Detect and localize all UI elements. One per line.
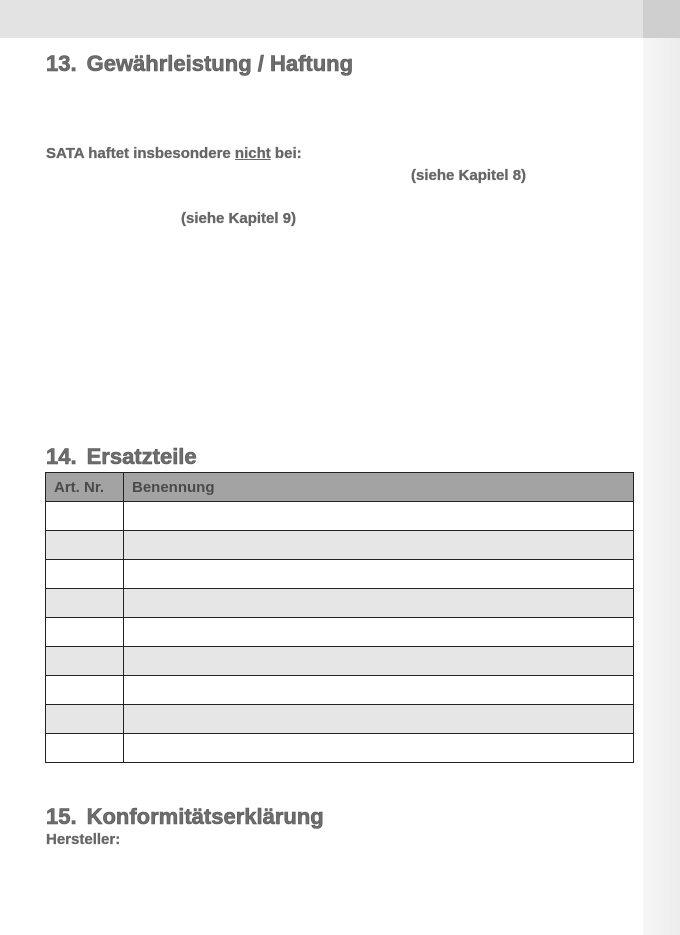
table-row <box>46 502 634 531</box>
table-header-row <box>46 473 634 502</box>
table-row <box>46 618 634 647</box>
page-header-bar <box>0 0 680 38</box>
column-header-article-number: Art. Nr. <box>46 473 124 502</box>
designation-cell <box>124 647 634 676</box>
section-15-title: Konformitätserklärung <box>86 804 324 829</box>
liability-intro-suffix: bei: <box>270 145 302 162</box>
column-header-designation: Benennung <box>124 473 634 502</box>
designation-cell <box>124 502 634 531</box>
manufacturer-label: Hersteller: <box>46 831 121 848</box>
spare-parts-table <box>45 472 634 763</box>
table-row <box>46 589 634 618</box>
designation-cell <box>124 589 634 618</box>
section-14-title: Ersatzteile <box>86 444 197 469</box>
table-row <box>46 647 634 676</box>
designation-cell <box>124 734 634 763</box>
article-number-cell <box>46 589 124 618</box>
article-number-cell <box>46 502 124 531</box>
table-row <box>46 734 634 763</box>
article-number-cell <box>46 647 124 676</box>
liability-intro <box>46 145 302 162</box>
article-number-cell <box>46 531 124 560</box>
designation-cell <box>124 618 634 647</box>
table-row <box>46 676 634 705</box>
section-14-number: 14. <box>46 444 77 469</box>
side-margin-strip <box>643 38 680 935</box>
chapter-8-reference: (siehe Kapitel 8) <box>411 167 527 184</box>
section-13-number: 13. <box>46 51 77 76</box>
designation-cell <box>124 531 634 560</box>
designation-cell <box>124 705 634 734</box>
article-number-cell <box>46 734 124 763</box>
liability-intro-emphasis: nicht <box>234 145 271 162</box>
section-15-number: 15. <box>46 804 77 829</box>
table-row <box>46 560 634 589</box>
section-15-heading <box>46 804 324 830</box>
table-row <box>46 531 634 560</box>
designation-cell <box>124 676 634 705</box>
table-row <box>46 705 634 734</box>
section-13-title: Gewährleistung / Haftung <box>86 51 354 76</box>
article-number-cell <box>46 705 124 734</box>
article-number-cell <box>46 676 124 705</box>
article-number-cell <box>46 560 124 589</box>
section-14-heading <box>46 444 197 470</box>
section-13-heading <box>46 51 353 77</box>
side-tab-marker <box>643 0 680 38</box>
liability-intro-text: SATA haftet insbesondere <box>46 145 235 162</box>
designation-cell <box>124 560 634 589</box>
article-number-cell <box>46 618 124 647</box>
chapter-9-reference: (siehe Kapitel 9) <box>181 210 297 227</box>
